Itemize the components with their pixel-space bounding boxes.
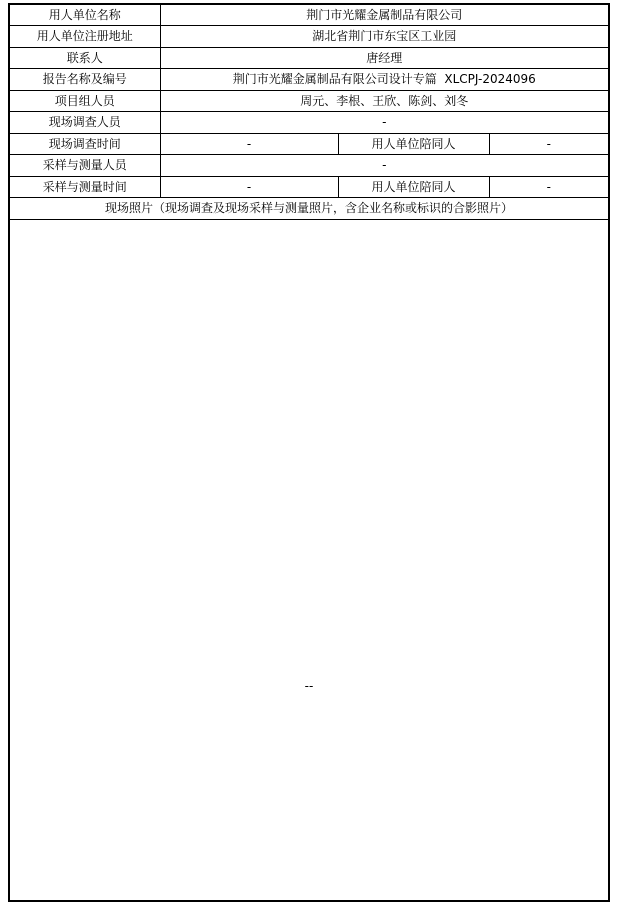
sampling-personnel-value: - <box>160 155 609 177</box>
table-row-site-survey-personnel <box>9 112 609 134</box>
form-page <box>8 3 610 902</box>
report-name-number-label: 报告名称及编号 <box>9 69 160 91</box>
table-row-sampling-time <box>9 176 609 198</box>
sampling-time-value: - <box>160 176 338 198</box>
table-row-contact-person <box>9 47 609 69</box>
table-row-project-team <box>9 90 609 112</box>
table-row-photo-header <box>9 198 609 220</box>
project-team-value: 周元、李根、王欣、陈剑、刘冬 <box>160 90 609 112</box>
contact-person-label: 联系人 <box>9 47 160 69</box>
table-row-report-name-number <box>9 69 609 91</box>
employer-name-label: 用人单位名称 <box>9 4 160 26</box>
site-survey-accompany-label: 用人单位陪同人 <box>338 133 489 155</box>
table-row-employer-name <box>9 4 609 26</box>
table-row-sampling-personnel <box>9 155 609 177</box>
photo-section-header: 现场照片（现场调查及现场采样与测量照片，含企业名称或标识的合影照片） <box>9 198 609 220</box>
project-team-label: 项目组人员 <box>9 90 160 112</box>
site-survey-personnel-value: - <box>160 112 609 134</box>
table-row-registered-address <box>9 26 609 48</box>
registered-address-label: 用人单位注册地址 <box>9 26 160 48</box>
photo-placeholder: -- <box>304 679 314 694</box>
sampling-accompany-label: 用人单位陪同人 <box>338 176 489 198</box>
sampling-time-label: 采样与测量时间 <box>9 176 160 198</box>
site-survey-time-value: - <box>160 133 338 155</box>
site-survey-accompany-value: - <box>489 133 609 155</box>
contact-person-value: 唐经理 <box>160 47 609 69</box>
sampling-personnel-label: 采样与测量人员 <box>9 155 160 177</box>
registered-address-value: 湖北省荆门市东宝区工业园 <box>160 26 609 48</box>
site-survey-personnel-label: 现场调查人员 <box>9 112 160 134</box>
table-row-site-survey-time <box>9 133 609 155</box>
table-row-photo-area <box>9 219 609 901</box>
photo-area-cell <box>9 219 609 901</box>
employer-name-value: 荆门市光耀金属制品有限公司 <box>160 4 609 26</box>
sampling-accompany-value: - <box>489 176 609 198</box>
site-survey-table <box>8 3 610 902</box>
site-survey-time-label: 现场调查时间 <box>9 133 160 155</box>
report-name-number-value: 荆门市光耀金属制品有限公司设计专篇 XLCPJ-2024096 <box>160 69 609 91</box>
